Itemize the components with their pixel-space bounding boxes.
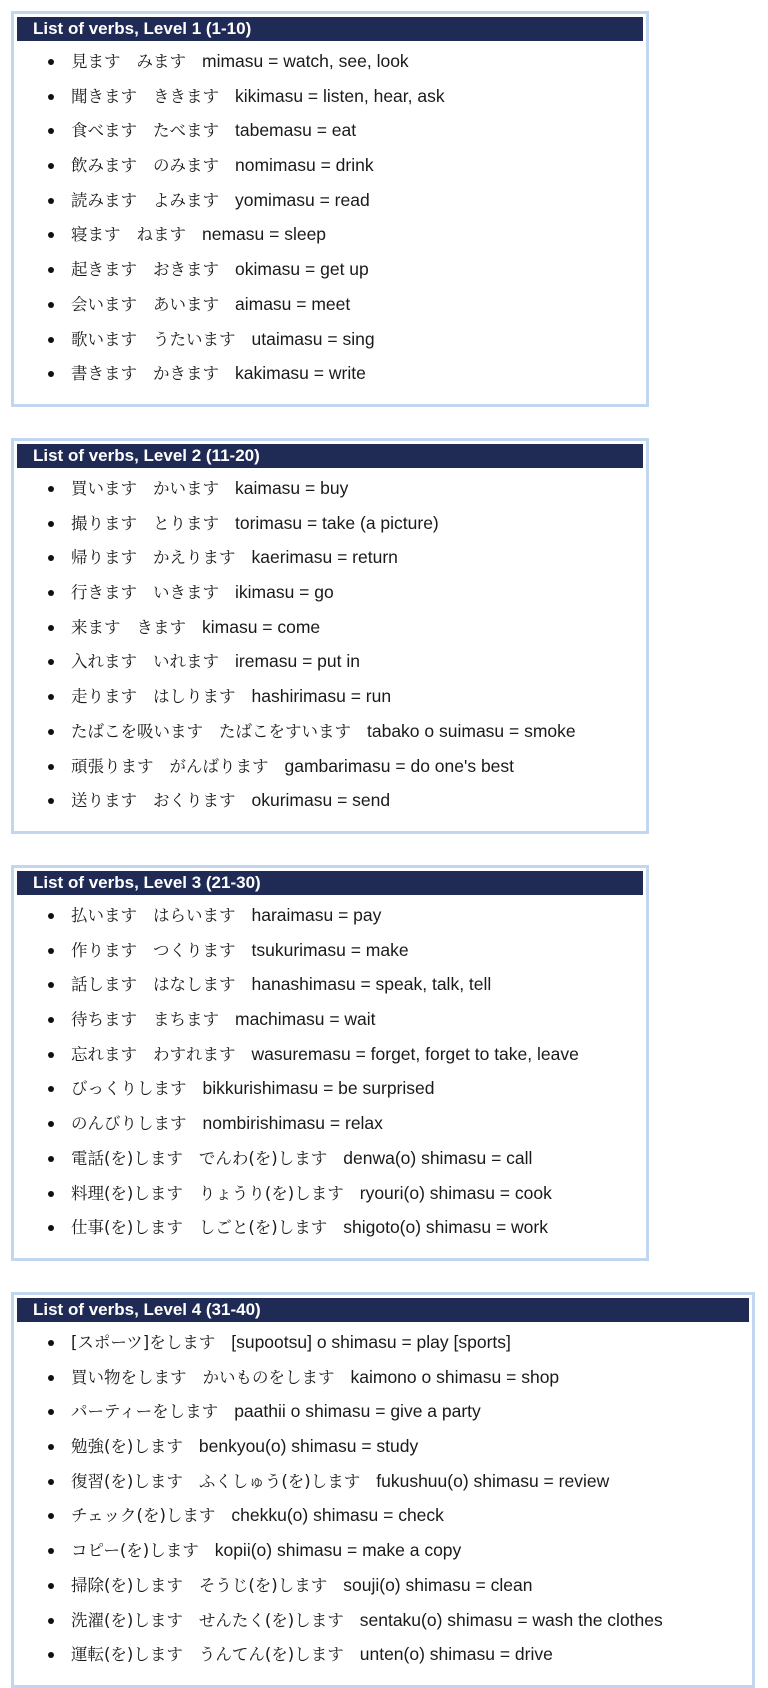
verb-list-item [14, 287, 646, 322]
bullet-icon [48, 798, 54, 804]
verb-kana: つくります [153, 940, 236, 960]
verb-list-item [14, 749, 646, 784]
verb-kanji: 話します [71, 975, 137, 995]
verb-kanji: 撮ります [71, 513, 137, 533]
verb-kanji: 会います [71, 294, 137, 314]
verb-romaji-meaning: ikimasu = go [235, 582, 334, 603]
bullet-icon [48, 1513, 54, 1519]
verb-kanji: 来ます [71, 617, 121, 637]
verb-romaji-meaning: souji(o) shimasu = clean [343, 1574, 533, 1595]
verb-kanji: 仕事(を)します [71, 1218, 183, 1238]
verb-romaji-meaning: nombirishimasu = relax [202, 1113, 383, 1134]
verb-list-item [14, 1394, 752, 1429]
verb-list-item [14, 1637, 752, 1672]
bullet-icon [48, 1156, 54, 1162]
verb-kana: あいます [153, 294, 219, 314]
verb-romaji-meaning: gambarimasu = do one's best [284, 755, 515, 776]
bullet-icon [48, 163, 54, 169]
verb-kana: がんばります [169, 756, 269, 776]
bullet-icon [48, 1618, 54, 1624]
bullet-icon [48, 128, 54, 134]
verb-romaji-meaning: kaimono o shimasu = shop [350, 1366, 560, 1387]
verb-kanji: のんびりします [71, 1114, 187, 1134]
verb-kanji: 読みます [71, 190, 137, 210]
verb-list-item [14, 356, 646, 391]
verb-list-item [14, 575, 646, 610]
bullet-icon [48, 1191, 54, 1197]
verb-list-item [14, 217, 646, 252]
verb-list-item [14, 183, 646, 218]
bullet-icon [48, 913, 54, 919]
bullet-icon [48, 1086, 54, 1092]
verb-list-item [14, 1176, 646, 1211]
verb-list-level-2 [11, 438, 649, 834]
verb-kana: はしります [153, 687, 236, 707]
verb-kana: きます [136, 617, 186, 637]
bullet-icon [48, 521, 54, 527]
verb-romaji-meaning: nemasu = sleep [202, 224, 327, 245]
verb-kana: おくります [153, 791, 236, 811]
verb-kanji: 帰ります [71, 548, 137, 568]
verb-list-item [14, 1533, 752, 1568]
section-title: List of verbs, Level 4 (31-40) [17, 1298, 749, 1322]
verb-kanji: 払います [71, 906, 137, 925]
verb-kana: かきます [153, 364, 219, 384]
verb-romaji-meaning: benkyou(o) shimasu = study [198, 1436, 419, 1457]
verb-kanji: 買い物をします [71, 1367, 187, 1387]
verb-list [14, 895, 646, 1245]
verb-list-item [14, 148, 646, 183]
verb-kanji: 買います [71, 479, 137, 498]
verb-kana: そうじ(を)します [198, 1575, 328, 1595]
verb-kana: かえります [153, 548, 236, 568]
verb-kanji: 送ります [71, 791, 137, 811]
verb-kanji: 見ます [71, 52, 121, 71]
verb-list-item [14, 1603, 752, 1638]
verb-romaji-meaning: nomimasu = drink [235, 155, 374, 176]
verb-romaji-meaning: fukushuu(o) shimasu = review [376, 1470, 610, 1491]
verb-kanji: 行きます [71, 583, 137, 603]
verb-kanji: チェック(を)します [71, 1506, 216, 1526]
verb-romaji-meaning: yomimasu = read [235, 189, 370, 210]
bullet-icon [48, 1121, 54, 1127]
verb-romaji-meaning: unten(o) shimasu = drive [359, 1644, 553, 1665]
verb-romaji-meaning: mimasu = watch, see, look [202, 51, 409, 71]
verb-kana: まちます [153, 1010, 219, 1030]
bullet-icon [48, 1444, 54, 1450]
verb-romaji-meaning: machimasu = wait [235, 1009, 376, 1030]
verb-kana: のみます [153, 156, 219, 176]
verb-romaji-meaning: okurimasu = send [251, 790, 391, 811]
verb-kanji: [スポーツ]をします [71, 1333, 216, 1352]
verb-list-item [14, 1141, 646, 1176]
verb-romaji-meaning: hashirimasu = run [251, 686, 392, 707]
bullet-icon [48, 625, 54, 631]
verb-romaji-meaning: torimasu = take (a picture) [235, 512, 439, 533]
verb-list-item [14, 252, 646, 287]
section-title: List of verbs, Level 1 (1-10) [17, 17, 643, 41]
verb-list-item [14, 79, 646, 114]
section-title: List of verbs, Level 2 (11-20) [17, 444, 643, 468]
verb-kana: かいものをします [202, 1367, 335, 1387]
verb-kana: しごと(を)します [198, 1218, 328, 1238]
verb-list-item [14, 506, 646, 541]
bullet-icon [48, 590, 54, 596]
verb-romaji-meaning: kopii(o) shimasu = make a copy [214, 1540, 462, 1561]
verb-kanji: コピー(を)します [71, 1541, 199, 1561]
verb-kanji: 飲みます [71, 156, 137, 176]
bullet-icon [48, 1652, 54, 1658]
verb-romaji-meaning: tsukurimasu = make [251, 939, 409, 960]
verb-list-item [14, 783, 646, 818]
verb-list-item [14, 933, 646, 968]
bullet-icon [48, 198, 54, 204]
bullet-icon [48, 371, 54, 377]
verb-romaji-meaning: shigoto(o) shimasu = work [343, 1217, 548, 1238]
verb-romaji-meaning: denwa(o) shimasu = call [343, 1147, 533, 1168]
verb-kana: ふくしゅう(を)します [198, 1471, 361, 1491]
bullet-icon [48, 1017, 54, 1023]
verb-kanji: 走ります [71, 687, 137, 707]
bullet-icon [48, 1052, 54, 1058]
verb-kanji: 運転(を)します [71, 1645, 183, 1665]
verb-list [14, 41, 646, 391]
verb-list-item [14, 1210, 646, 1245]
bullet-icon [48, 1479, 54, 1485]
bullet-icon [48, 948, 54, 954]
verb-kana: たばこをすいます [219, 721, 351, 741]
bullet-icon [48, 1583, 54, 1589]
verb-kana: とります [153, 513, 219, 533]
verb-list-item [14, 322, 646, 357]
bullet-icon [48, 555, 54, 561]
bullet-icon [48, 302, 54, 308]
verb-list-item [14, 1071, 646, 1106]
verb-kanji: 洗濯(を)します [71, 1610, 183, 1630]
verb-kanji: 掃除(を)します [71, 1575, 183, 1595]
verb-romaji-meaning: ryouri(o) shimasu = cook [359, 1182, 552, 1203]
bullet-icon [48, 267, 54, 273]
bullet-icon [48, 94, 54, 100]
verb-romaji-meaning: kimasu = come [202, 616, 321, 637]
verb-list-item [14, 1037, 646, 1072]
verb-list-item [14, 1498, 752, 1533]
verb-kanji: びっくりします [71, 1079, 187, 1099]
verb-list-item [14, 1325, 752, 1360]
verb-list-item [14, 679, 646, 714]
verb-kanji: 起きます [71, 260, 137, 280]
verb-kanji: 料理(を)します [71, 1183, 183, 1203]
verb-list-level-1 [11, 11, 649, 407]
verb-list [14, 468, 646, 818]
verb-kanji: 入れます [71, 652, 137, 672]
verb-romaji-meaning: haraimasu = pay [251, 905, 382, 925]
verb-romaji-meaning: aimasu = meet [235, 293, 351, 314]
verb-kana: よみます [153, 190, 219, 210]
verb-romaji-meaning: kaimasu = buy [235, 478, 349, 498]
verb-kanji: たばこを吸います [71, 721, 203, 741]
verb-kanji: 電話(を)します [71, 1148, 183, 1168]
verb-list-item [14, 967, 646, 1002]
verb-kana: ききます [153, 86, 219, 106]
verb-romaji-meaning: tabemasu = eat [235, 120, 357, 141]
verb-romaji-meaning: [supootsu] o shimasu = play [sports] [231, 1332, 511, 1352]
verb-kana: おきます [153, 260, 219, 280]
bullet-icon [48, 232, 54, 238]
verb-romaji-meaning: hanashimasu = speak, talk, tell [251, 974, 492, 995]
verb-list-item [14, 44, 646, 79]
verb-list-item [14, 471, 646, 506]
verb-kanji: 歌います [71, 329, 137, 349]
verb-kana: でんわ(を)します [198, 1148, 328, 1168]
verb-list-item [14, 1429, 752, 1464]
bullet-icon [48, 1225, 54, 1231]
verb-kana: たべます [153, 121, 219, 141]
verb-romaji-meaning: sentaku(o) shimasu = wash the clothes [359, 1609, 663, 1630]
bullet-icon [48, 337, 54, 343]
bullet-icon [48, 1548, 54, 1554]
verb-kana: いれます [153, 652, 219, 672]
verb-romaji-meaning: chekku(o) shimasu = check [231, 1505, 444, 1526]
verb-kana: うんてん(を)します [198, 1645, 344, 1665]
verb-kanji: パーティーをします [71, 1402, 219, 1422]
verb-kanji: 忘れます [71, 1044, 137, 1064]
verb-kana: はなします [153, 975, 236, 995]
verb-kanji: 書きます [71, 364, 137, 384]
verb-list-item [14, 644, 646, 679]
verb-kanji: 食べます [71, 121, 137, 141]
verb-kana: はらいます [153, 906, 236, 925]
bullet-icon [48, 982, 54, 988]
verb-romaji-meaning: kakimasu = write [235, 363, 366, 384]
verb-kana: みます [136, 52, 186, 71]
verb-kana: いきます [153, 583, 219, 603]
verb-list [14, 1322, 752, 1672]
verb-kanji: 頑張ります [71, 756, 154, 776]
verb-list-item [14, 1360, 752, 1395]
verb-kana: せんたく(を)します [198, 1610, 344, 1630]
verb-kana: りょうり(を)します [198, 1183, 344, 1203]
bullet-icon [48, 486, 54, 492]
verb-kana: ねます [136, 225, 186, 245]
bullet-icon [48, 659, 54, 665]
verb-list-item [14, 610, 646, 645]
verb-romaji-meaning: kikimasu = listen, hear, ask [235, 85, 445, 106]
verb-kana: かいます [153, 479, 219, 498]
verb-romaji-meaning: paathii o shimasu = give a party [234, 1401, 481, 1422]
verb-romaji-meaning: okimasu = get up [235, 259, 369, 280]
bullet-icon [48, 1375, 54, 1381]
verb-list-item [14, 113, 646, 148]
verb-list-item [14, 714, 646, 749]
verb-kanji: 聞きます [71, 86, 137, 106]
verb-kanji: 作ります [71, 940, 137, 960]
verb-kana: わすれます [153, 1044, 236, 1064]
verb-romaji-meaning: kaerimasu = return [251, 547, 398, 568]
bullet-icon [48, 729, 54, 735]
verb-romaji-meaning: utaimasu = sing [251, 328, 375, 349]
bullet-icon [48, 1340, 54, 1346]
bullet-icon [48, 59, 54, 65]
verb-kanji: 勉強(を)します [71, 1437, 183, 1457]
verb-romaji-meaning: bikkurishimasu = be surprised [202, 1078, 435, 1099]
bullet-icon [48, 694, 54, 700]
verb-romaji-meaning: wasuremasu = forget, forget to take, leave [251, 1043, 579, 1064]
verb-kanji: 寝ます [71, 225, 121, 245]
verb-list-item [14, 898, 646, 933]
verb-list-item [14, 1002, 646, 1037]
verb-kanji: 復習(を)します [71, 1471, 183, 1491]
bullet-icon [48, 1409, 54, 1415]
verb-romaji-meaning: iremasu = put in [235, 651, 360, 672]
verb-list-item [14, 540, 646, 575]
verb-kana: うたいます [153, 329, 236, 349]
verb-romaji-meaning: tabako o suimasu = smoke [367, 720, 576, 741]
verb-list-level-3 [11, 865, 649, 1261]
verb-list-item [14, 1464, 752, 1499]
section-title: List of verbs, Level 3 (21-30) [17, 871, 643, 895]
bullet-icon [48, 764, 54, 770]
verb-kanji: 待ちます [71, 1010, 137, 1030]
verb-list-level-4 [11, 1292, 755, 1688]
verb-list-item [14, 1568, 752, 1603]
verb-list-item [14, 1106, 646, 1141]
